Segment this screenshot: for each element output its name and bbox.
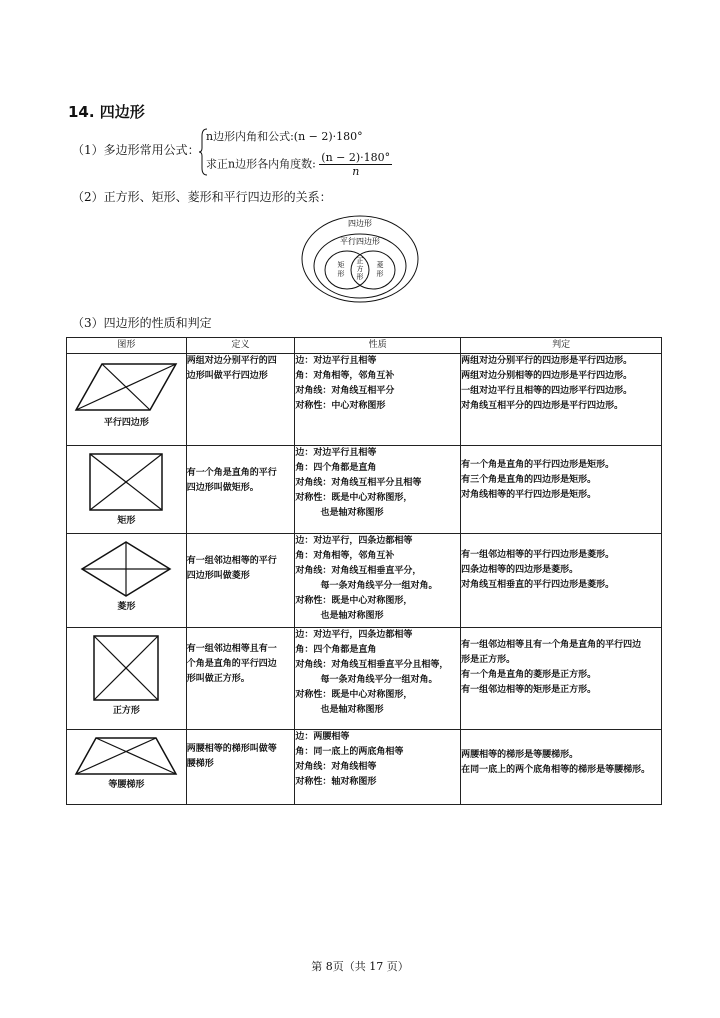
definition-line: 个角是直角的平行四边: [186, 659, 277, 669]
criteria-line: 有一组邻边相等的平行四边形是菱形。: [461, 550, 615, 560]
property-line: 边：对边平行，四条边都相等: [295, 536, 413, 546]
properties-cell: [295, 446, 461, 534]
venn-left-label-2: 形: [337, 270, 345, 278]
property-line: 对称性：既是中心对称图形，: [295, 596, 413, 606]
table-row: [67, 534, 662, 628]
quadrilateral-venn-diagram: [300, 214, 420, 304]
parallelogram-diagram: [74, 358, 178, 416]
property-line: 边：对边平行，四条边都相等: [295, 630, 413, 640]
properties-cell: [295, 354, 461, 446]
property-line: 对称性：轴对称图形: [295, 777, 377, 787]
criteria-cell: [461, 354, 662, 446]
property-line: 角：同一底上的两底角相等: [295, 747, 404, 757]
table-row: [67, 730, 662, 805]
criteria-line: 一组对边平行且相等的四边形平行四边形。: [461, 386, 633, 396]
criteria-line: 两组对边分别平行的四边形是平行四边形。: [461, 356, 633, 366]
property-line: 边：两腰相等: [295, 732, 350, 742]
criteria-line: 对角线互相平分的四边形是平行四边形。: [461, 401, 624, 411]
definition-line: 形叫做正方形。: [186, 674, 250, 684]
venn-center-label-1: 正: [356, 257, 364, 265]
definition-cell: [186, 446, 295, 534]
criteria-line: 对角线相等的平行四边形是矩形。: [461, 490, 597, 500]
regular-polygon-angle-formula: [206, 151, 392, 178]
properties-cell: [295, 730, 461, 805]
definition-line: 两组对边分别平行的四: [186, 356, 277, 366]
criteria-line: 有一组邻边相等的矩形是正方形。: [461, 685, 597, 695]
property-line: 角：对角相等，邻角互补: [295, 371, 395, 381]
formula2-fraction: [319, 151, 392, 178]
header-criteria: 判定: [461, 338, 662, 354]
quadrilateral-properties-table: [66, 337, 662, 805]
header-properties: 性质: [295, 338, 461, 354]
item1-label: （1）多边形常用公式：: [72, 143, 200, 157]
criteria-line: 四条边相等的四边形是菱形。: [461, 565, 579, 575]
shape-cell: [67, 534, 187, 628]
criteria-cell: [461, 446, 662, 534]
table-row: [67, 354, 662, 446]
polygon-angle-sum-formula: [206, 128, 363, 144]
definition-line: 有一组邻边相等的平行: [186, 556, 277, 566]
isosceles-trapezoid-diagram: [74, 734, 178, 778]
formula1-prefix: n边形内角和公式:: [206, 130, 294, 143]
property-line: 也是轴对称图形: [295, 611, 384, 621]
shape-name: 菱形: [117, 602, 136, 612]
criteria-line: 两腰相等的梯形是等腰梯形。: [461, 750, 579, 760]
definition-cell: [186, 354, 295, 446]
rhombus-diagram: [78, 538, 174, 600]
shape-cell: [67, 628, 187, 730]
shape-cell: [67, 446, 187, 534]
criteria-cell: [461, 534, 662, 628]
property-line: 每一条对角线平分一组对角。: [295, 581, 438, 591]
property-line: 对角线：对角线互相平分且相等: [295, 478, 422, 488]
property-line: 对角线：对角线相等: [295, 762, 377, 772]
square-diagram: [90, 632, 162, 704]
rectangle-diagram: [84, 450, 168, 514]
property-line: 角：四个角都是直角: [295, 645, 377, 655]
criteria-line: 有一个角是直角的平行四边形是矩形。: [461, 460, 615, 470]
definition-line: 四边形叫做菱形: [186, 571, 250, 581]
header-shape: 图形: [67, 338, 187, 354]
venn-left-label-1: 矩: [337, 261, 345, 269]
property-line: 对角线：对角线互相垂直平分且相等，: [295, 660, 449, 670]
item2-label: （2）正方形、矩形、菱形和平行四边形的关系：: [72, 190, 332, 204]
definition-line: 有一组邻边相等且有一: [186, 644, 277, 654]
criteria-line: 对角线互相垂直的平行四边形是菱形。: [461, 580, 615, 590]
shape-name: 正方形: [112, 706, 140, 716]
formula2-prefix: 求正n边形各内角度数:: [206, 157, 316, 171]
item3-label: （3）四边形的性质和判定: [72, 316, 212, 330]
property-line: 对角线：对角线互相平分: [295, 386, 395, 396]
property-line: 对称性：中心对称图形: [295, 401, 386, 411]
shape-name: 平行四边形: [103, 418, 149, 428]
criteria-line: 有三个角是直角的四边形是矩形。: [461, 475, 597, 485]
venn-middle-label: 平行四边形: [340, 237, 380, 246]
section-title: 14. 四边形: [68, 103, 145, 121]
property-line: 边：对边平行且相等: [295, 356, 377, 366]
definition-line: 腰梯形: [186, 759, 214, 769]
venn-outer-label: 四边形: [348, 219, 372, 228]
property-line: 边：对边平行且相等: [295, 448, 377, 458]
criteria-line: 有一个角是直角的菱形是正方形。: [461, 670, 597, 680]
criteria-line: 在同一底上的两个底角相等的梯形是等腰梯形。: [461, 765, 651, 775]
table-row: [67, 628, 662, 730]
definition-line: 两腰相等的梯形叫做等: [186, 744, 277, 754]
shape-cell: [67, 730, 187, 805]
property-line: 角：四个角都是直角: [295, 463, 377, 473]
table-row: [67, 446, 662, 534]
venn-center-label-3: 形: [356, 273, 364, 281]
table-header-row: [67, 338, 662, 354]
formula1-expr: (n − 2)·180°: [293, 130, 363, 143]
property-line: 对称性：既是中心对称图形，: [295, 690, 413, 700]
definition-line: 边形叫做平行四边形: [186, 371, 268, 381]
definition-cell: [186, 730, 295, 805]
criteria-line: 两组对边分别相等的四边形是平行四边形。: [461, 371, 633, 381]
header-definition: 定义: [186, 338, 295, 354]
properties-cell: [295, 628, 461, 730]
definition-cell: [186, 534, 295, 628]
shape-name: 等腰梯形: [108, 780, 145, 790]
property-line: 角：对角相等，邻角互补: [295, 551, 395, 561]
formula2-numerator: (n − 2)·180°: [321, 151, 391, 164]
venn-right-label-2: 形: [376, 270, 384, 278]
property-line: 对称性：既是中心对称图形，: [295, 493, 413, 503]
shape-name: 矩形: [117, 516, 136, 526]
definition-line: 四边形叫做矩形。: [186, 483, 259, 493]
property-line: 也是轴对称图形: [295, 508, 384, 518]
property-line: 对角线：对角线互相垂直平分，: [295, 566, 422, 576]
page-footer: 第 8页（共 17 页）: [311, 960, 409, 973]
shape-cell: [67, 354, 187, 446]
definition-cell: [186, 628, 295, 730]
formula2-denominator: n: [352, 165, 360, 178]
criteria-line: 形是正方形。: [461, 655, 516, 665]
property-line: 每一条对角线平分一组对角。: [295, 675, 438, 685]
definition-line: 有一个角是直角的平行: [186, 468, 277, 478]
venn-right-label-1: 菱: [376, 261, 384, 269]
properties-cell: [295, 534, 461, 628]
criteria-line: 有一组邻边相等且有一个角是直角的平行四边: [461, 640, 642, 650]
property-line: 也是轴对称图形: [295, 705, 384, 715]
venn-center-label-2: 方: [356, 265, 364, 273]
criteria-cell: [461, 730, 662, 805]
criteria-cell: [461, 628, 662, 730]
